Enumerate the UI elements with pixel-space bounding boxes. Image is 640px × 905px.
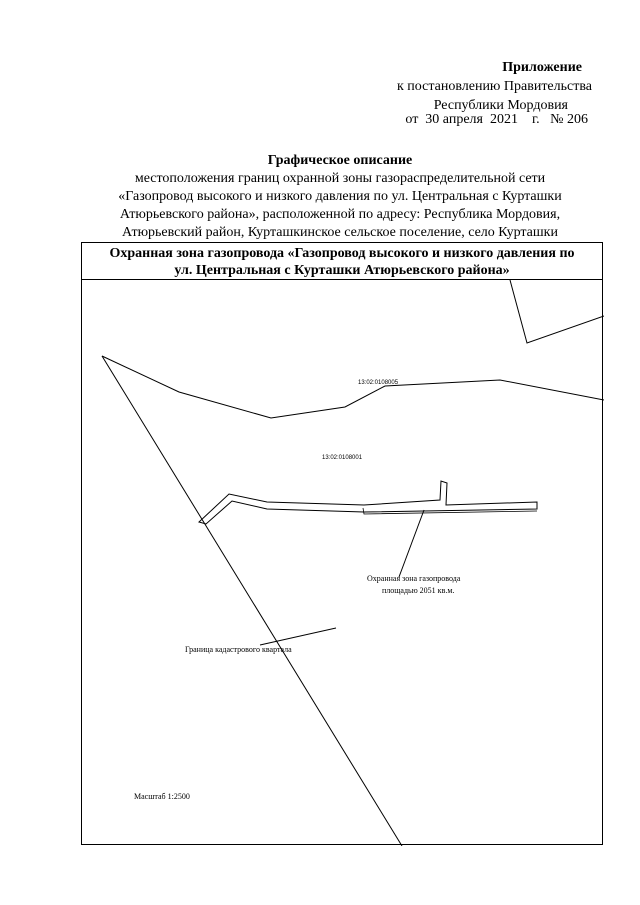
- appendix-line-date-number: от 30 апреля 2021 г. № 206: [405, 112, 588, 127]
- map-heading-line: ул. Центральная с Курташки Атюрьевского района»: [174, 263, 510, 278]
- appendix-title: Приложение: [502, 60, 582, 75]
- description-line: Атюрьевский район, Курташкинское сельское поселение, село Курташки: [122, 225, 558, 240]
- description-line: местоположения границ охранной зоны газораспределительной сети: [134, 171, 546, 186]
- zone-label-line: Охранная зона газопровода: [367, 574, 461, 583]
- description-title: Графическое описание: [267, 153, 413, 168]
- description-body: [60, 170, 620, 242]
- parcel-south-label: 13:02:0108001: [322, 455, 363, 461]
- parcel-boundary-corner: [510, 280, 604, 343]
- parcel-north-label: 13:02:0108005: [358, 380, 399, 386]
- zone-leader-line: [399, 510, 424, 577]
- description-line: Атюрьевского района», расположенной по адресу: Республика Мордовия,: [119, 207, 561, 222]
- map-heading-line: Охранная зона газопровода «Газопровод высокого и низкого давления по: [109, 246, 575, 261]
- appendix-line-resolution: к постановлению Правительства: [396, 79, 592, 94]
- parcel-boundary-line: [102, 356, 604, 418]
- appendix-line-republic: Республики Мордовия: [433, 98, 568, 113]
- boundary-label: Граница кадастрового квартала: [185, 645, 292, 654]
- boundary-leader-line: [260, 628, 336, 645]
- zone-label-line: площадью 2051 кв.м.: [382, 586, 455, 595]
- description-line: «Газопровод высокого и низкого давления по ул. Центральная с Курташки: [118, 189, 562, 204]
- map-drawing: [82, 243, 604, 846]
- scale-label: Масштаб 1:2500: [134, 792, 190, 801]
- protection-zone-outline: [199, 481, 537, 524]
- cadastral-quarter-boundary: [102, 356, 402, 846]
- map-frame: [81, 242, 603, 845]
